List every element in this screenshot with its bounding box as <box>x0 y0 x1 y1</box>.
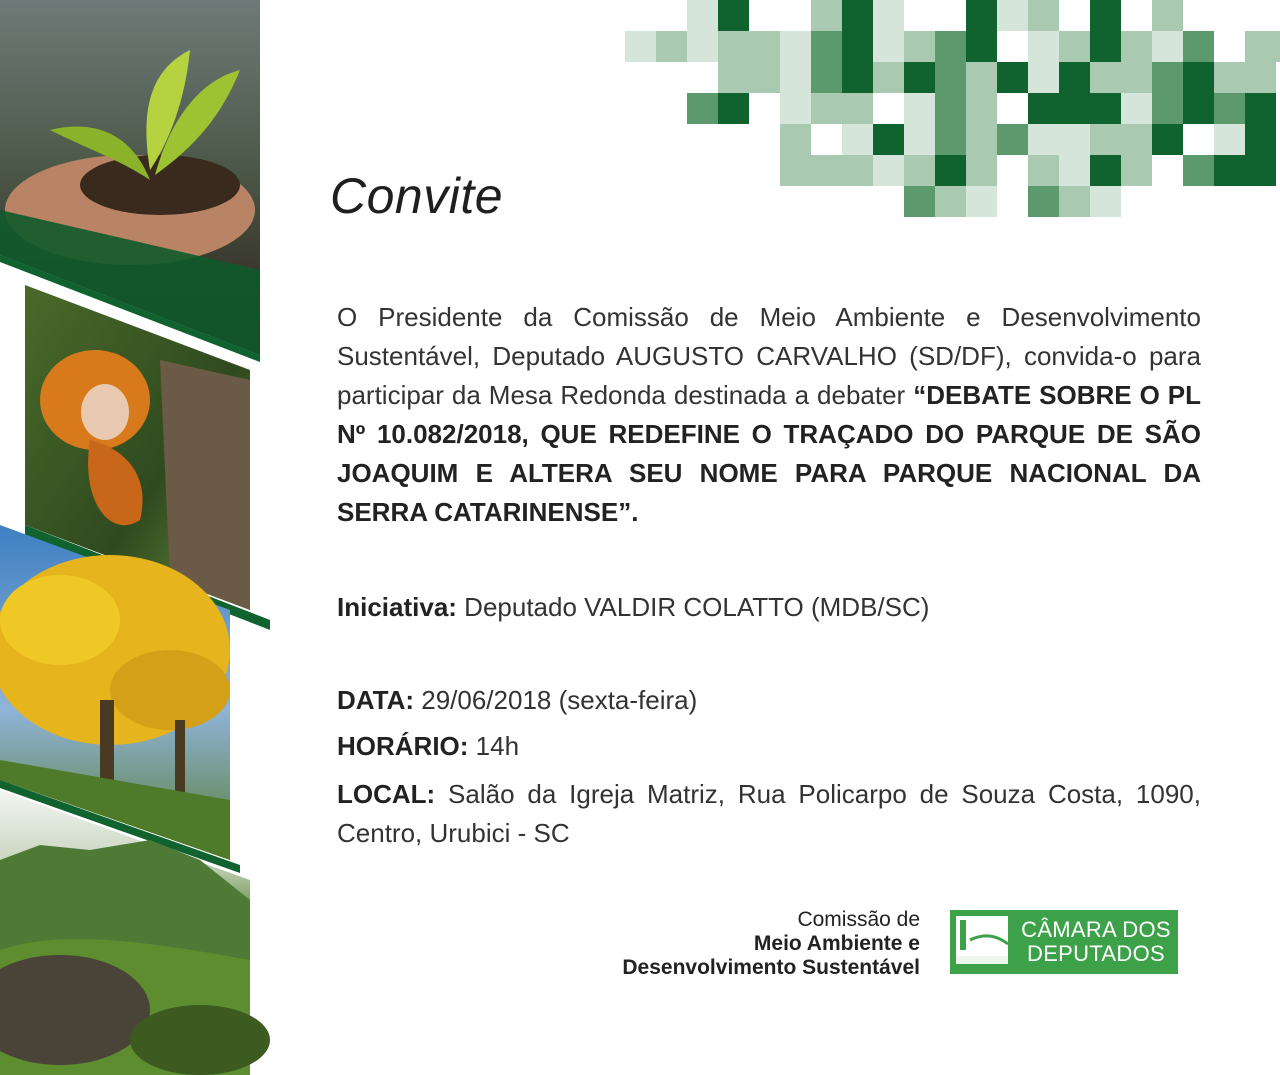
mosaic-tile <box>966 186 997 217</box>
mosaic-tile <box>966 0 997 31</box>
mosaic-tile <box>842 124 873 155</box>
mosaic-tile <box>904 31 935 62</box>
mosaic-tile <box>749 31 780 62</box>
mosaic-tile <box>1245 31 1276 62</box>
mosaic-tile <box>842 93 873 124</box>
mosaic-tile <box>935 93 966 124</box>
horario-label: HORÁRIO: <box>337 731 469 761</box>
mosaic-tile <box>1214 124 1245 155</box>
mosaic-tile <box>935 186 966 217</box>
mosaic-tile <box>1059 31 1090 62</box>
mosaic-tile <box>1121 155 1152 186</box>
mosaic-tile <box>749 62 780 93</box>
mosaic-tile <box>625 31 656 62</box>
data-value: 29/06/2018 (sexta-feira) <box>414 685 698 715</box>
photo-strip <box>0 0 275 1075</box>
mosaic-tile <box>1121 93 1152 124</box>
mosaic-tile <box>904 124 935 155</box>
mosaic-tile <box>780 62 811 93</box>
mosaic-tile <box>1152 93 1183 124</box>
mosaic-tile <box>997 124 1028 155</box>
mosaic-tile <box>997 0 1028 31</box>
mosaic-tile <box>1183 62 1214 93</box>
mosaic-tile <box>1028 31 1059 62</box>
mosaic-tile <box>1183 155 1214 186</box>
commission-name <box>622 908 920 980</box>
mosaic-tile <box>687 93 718 124</box>
mosaic-tile <box>1245 62 1276 93</box>
mosaic-tile <box>873 124 904 155</box>
mosaic-tile <box>687 0 718 31</box>
mosaic-tile <box>1028 62 1059 93</box>
mosaic-tile <box>1214 155 1245 186</box>
mosaic-tile <box>811 31 842 62</box>
camara-dos-deputados-logo <box>950 910 1178 974</box>
mosaic-tile <box>1090 62 1121 93</box>
mosaic-tile <box>1245 155 1276 186</box>
mosaic-tile <box>873 155 904 186</box>
mosaic-tile <box>935 124 966 155</box>
mosaic-tile <box>1090 0 1121 31</box>
mosaic-tile <box>1028 0 1059 31</box>
mosaic-tile <box>1090 124 1121 155</box>
mosaic-tile <box>780 93 811 124</box>
horario-field <box>337 727 1201 766</box>
mosaic-tile <box>1245 93 1276 124</box>
mosaic-tile <box>1028 124 1059 155</box>
iniciativa-field <box>337 588 1201 627</box>
mosaic-tile <box>1028 155 1059 186</box>
debate-topic: “DEBATE SOBRE O PL Nº 10.082/2018, QUE REDEFINE O TRAÇADO DO PARQUE DE SÃO JOAQUIM E ALTERA SEU NOME PARA PARQUE NACIONAL DA SERRA CATARINENSE”. <box>337 380 1202 527</box>
local-value: Salão da Igreja Matriz, Rua Policarpo de Souza Costa, 1090, Centro, Urubici - SC <box>337 779 1201 848</box>
mosaic-tile <box>1059 124 1090 155</box>
mosaic-tile <box>1059 186 1090 217</box>
mosaic-tile <box>1090 31 1121 62</box>
mosaic-tile <box>811 62 842 93</box>
mosaic-tile <box>811 93 842 124</box>
mosaic-tile <box>1276 31 1280 62</box>
data-field <box>337 681 1201 720</box>
mosaic-tile <box>1183 31 1214 62</box>
mosaic-tile <box>966 155 997 186</box>
mosaic-tile <box>842 0 873 31</box>
mosaic-tile <box>842 155 873 186</box>
camara-wordmark <box>1014 910 1178 974</box>
mosaic-tile <box>935 31 966 62</box>
mosaic-tile <box>718 0 749 31</box>
local-label: LOCAL: <box>337 779 436 809</box>
invitation-intro: O Presidente da Comissão de Meio Ambiente e Desenvolvimento Sustentável, Deputado AUGUSTO CARVALHO (SD/DF), convida-o para participar da Mesa Redonda destinada a debater <box>337 302 1201 410</box>
camara-building-icon <box>950 910 1014 974</box>
mosaic-tile <box>873 0 904 31</box>
mosaic-tile <box>873 31 904 62</box>
mosaic-tile <box>966 31 997 62</box>
mosaic-tile <box>904 93 935 124</box>
page-title: Convite <box>330 168 504 224</box>
mosaic-tile <box>1028 93 1059 124</box>
mosaic-tile <box>718 62 749 93</box>
mosaic-tile <box>1059 62 1090 93</box>
mosaic-tile <box>966 93 997 124</box>
mosaic-tile <box>1028 186 1059 217</box>
mosaic-tile <box>1152 0 1183 31</box>
iniciativa-value: Deputado VALDIR COLATTO (MDB/SC) <box>456 592 930 622</box>
data-label: DATA: <box>337 685 415 715</box>
mosaic-tile <box>718 31 749 62</box>
mosaic-tile <box>718 93 749 124</box>
mosaic-tile <box>842 62 873 93</box>
mosaic-tile <box>1152 31 1183 62</box>
commission-line-2: Meio Ambiente e <box>753 932 920 955</box>
mosaic-tile <box>904 62 935 93</box>
mosaic-tile <box>780 124 811 155</box>
mosaic-tile <box>904 186 935 217</box>
mosaic-tile <box>1245 124 1276 155</box>
mosaic-tile <box>656 31 687 62</box>
mosaic-tile <box>687 31 718 62</box>
mosaic-tile <box>997 62 1028 93</box>
local-field <box>337 775 1201 853</box>
commission-line-1: Comissão de <box>797 908 920 931</box>
mosaic-tile <box>1152 62 1183 93</box>
mosaic-tile <box>1121 124 1152 155</box>
camara-line-1: CÂMARA DOS <box>1021 917 1171 942</box>
mosaic-tile <box>935 62 966 93</box>
iniciativa-label: Iniciativa: <box>337 592 457 622</box>
invitation-body <box>337 298 1201 532</box>
camara-line-2: DEPUTADOS <box>1027 941 1165 966</box>
mosaic-tile <box>1214 93 1245 124</box>
mosaic-tile <box>811 155 842 186</box>
mosaic-tile <box>873 62 904 93</box>
mosaic-tile <box>780 31 811 62</box>
mosaic-tile <box>1090 186 1121 217</box>
mosaic-tile <box>780 155 811 186</box>
mosaic-tile <box>1183 93 1214 124</box>
mosaic-tile <box>1090 93 1121 124</box>
mosaic-tile <box>1090 155 1121 186</box>
mosaic-tile <box>811 0 842 31</box>
mosaic-tile <box>904 155 935 186</box>
mosaic-tile <box>935 155 966 186</box>
mosaic-tile <box>1121 62 1152 93</box>
mosaic-tile <box>1214 62 1245 93</box>
mosaic-tile <box>1059 93 1090 124</box>
commission-line-3: Desenvolvimento Sustentável <box>622 956 920 979</box>
mosaic-tile <box>842 31 873 62</box>
mosaic-tile <box>966 124 997 155</box>
horario-value: 14h <box>468 731 520 761</box>
mosaic-tile <box>1121 31 1152 62</box>
pixel-mosaic-decoration <box>620 0 1280 220</box>
mosaic-tile <box>1152 124 1183 155</box>
mosaic-tile <box>1059 155 1090 186</box>
mosaic-tile <box>966 62 997 93</box>
